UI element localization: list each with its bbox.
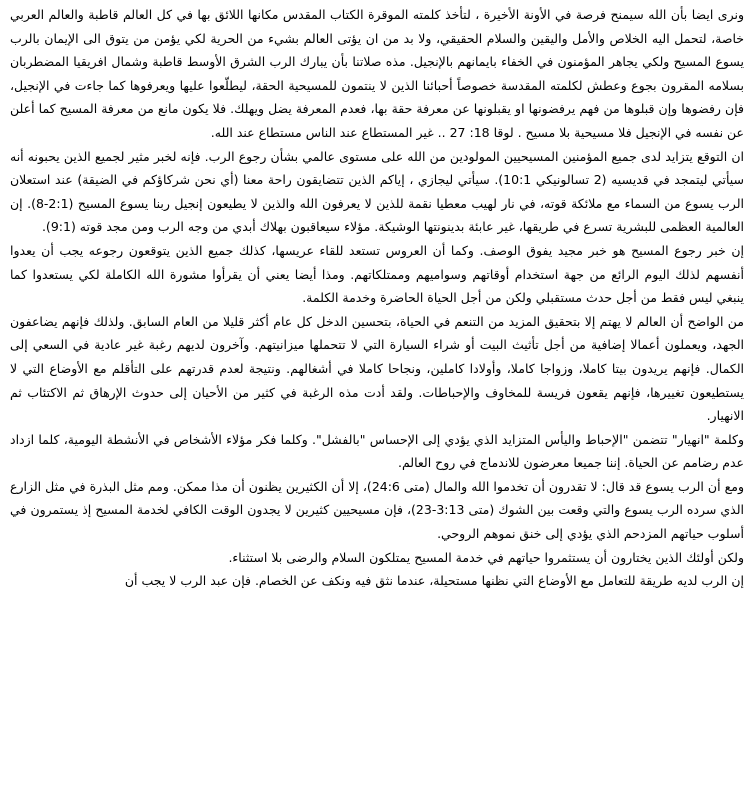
paragraph-serving-christ: ولكن أولئك الذين يختارون أن يستثمروا حياتهم في خدمة المسيح يمتلكون السلام والرضى بلا استثناء. <box>228 549 744 565</box>
paragraph-god-and-money: ومع أن الرب يسوع قد قال: لا تقدرون أن تخدموا الله والمال (متى 24:6)، إلا أن الكثيرين يظنون أن مذا ممكن. ومم مثل البذرة في مثل الزارع الذي سرده الرب يسوع والتي وقعت بين الشوك (متى 3:13-23)، فإن مسيحيين كثيرين لا يجدون الوقت الكافي لخدمة المسيح إذ يستمرون في أسلوب حياتهم المزدحم الذي يؤدي إلى خنق نموهم الروحي. <box>10 478 745 542</box>
paragraph-glorious-return: إن خبر رجوع المسيح هو خبر مجيد يفوق الوصف. وكما أن العروس تستعد للقاء عريسها، كذلك جميع الذين يتوقعون رجوعه يجب أن يعدوا أنفسهم لذلك اليوم الرائع من جهة استخدام أوقاتهم وسواميهم وممتلكاتهم. ومذا أيضا يعني أن يقرأوا مشورة الله الكاملة لكي يستعدوا كما ينبغي ليس فقط من أجل حدث مستقبلي ولكن من أجل الحياة الحاضرة وخدمة الكلمة. <box>10 242 744 306</box>
paragraph-collapse-definition: وكلمة "انهيار" تتضمن "الإحباط واليأس المتزايد الذي يؤدي إلى الإحساس "بالفشل". وكلما فكر مؤلاء الأشخاص في الأنشطة اليومية، كلما ازداد عدم رضامم عن الحياة. إننا جميعا معرضون للاندماج في روح العالم. <box>10 431 744 471</box>
paragraph-lord-return-expectation: ان التوقع يتزايد لدى جميع المؤمنين المسيحيين المولودين من الله على مستوى عالمي بشأن رجوع الرب. فإنه لخبر مثير لجميع الذين يحبونه أنه سيأتي ليتمجد في قديسيه (2 تسالونيكي 10:1). سيأتي ليجازي ، إياكم الذين تتضايقون راحة معنا (أي نحن شركاؤكم في الضيقة) عند استعلان الرب يسوع من السماء مع ملائكة قوته، في نار لهيب معطيا نقمة للذين لا يعرفون الله والذين لا يطيعون إنجيل ربنا يسوع المسيح (2:1-8). إن العالمية العظمى للبشرية تسرع في طريقها، غير عابئة بدينونتها الوشيكة. مؤلاء سيعاقبون بهلاك أبدي من وجه الرب ومن مجد قوته (9:1). <box>10 148 745 235</box>
paragraph-world-perfection: من الواضح أن العالم لا يهتم إلا بتحقيق المزيد من التنعم في الحياة، بتحسين الدخل كل عام أكثر قليلا من العام السابق. ولذلك فإنهم يضاعفون الجهد، ويعملون أعمالا إضافية من أجل تأثيث البيت أو شراء السيارة التي لا تتحملها ميزانيتهم. وآخرون لديهم رغبة غير عادية في السعي إلى الكمال. فإنهم يريدون بيتا كاملا، وزواجا كاملا، وأولادا كاملين، ونجاحا كاملا في أشغالهم. ونتيجة لعدم قدرتهم على التأقلم مع الأوضاع التي لا يستطيعون تغييرها، فإنهم يقعون فريسة للمخاوف والإحباطات. ولقد أدت مذه الرغبة في كثير من الأحيان إلى حدوث الإرهاق ثم الاكتئاب ثم الانهيار. <box>10 313 744 424</box>
paragraph-freedom-prayer: ونرى ايضا بأن الله سيمنح فرصة في الأونة الأخيرة ، لتأخذ كلمته الموقرة الكتاب المقدس مكانها اللائق بها في كل العالم قاطبة والعالم العربي خاصة، لتحمل اليه الخلاص والأمل واليقين والسلام الحقيقي، ولا بد من ان يؤتى العالم بشيء من الحرية لكي يؤمن من يتوق الى الإيمان بالرب يسوع المسيح ولكي يجاهر المؤمنون في الخفاء بايمانهم بالإنجيل. مذه صلاتنا بأن يبارك الرب الشرق الأوسط قاطبة وشمال افريقيا المضطربان بسلامه المقرون بجوع وعطش لكلمته المقدسة خصوصاً أحبائنا الذين لا ينتمون للمسيحية الحقة، ليطلّعوا عليها ويعرفوها كما جاءت في الإنجيل، فإن رفضوها وإن قبلوها من فهم يرفضونها او يقبلونها عن معرفة حقة بها، فعدم المعرفة يضل ويهلك. فلا يكون مانع من معرفة المسيح كما أعلن عن نفسه في الإنجيل فلا مسيحية بلا مسيح . لوقا 18: 27 .. غير المستطاع عند الناس مستطاع عند الله. <box>10 7 744 140</box>
paragraph-impossible-situations: إن الرب لديه طريقة للتعامل مع الأوضاع التي نظنها مستحيلة، عندما نثق فيه ونكف عن الخصام. فإن عبد الرب لا يجب أن <box>124 573 744 589</box>
